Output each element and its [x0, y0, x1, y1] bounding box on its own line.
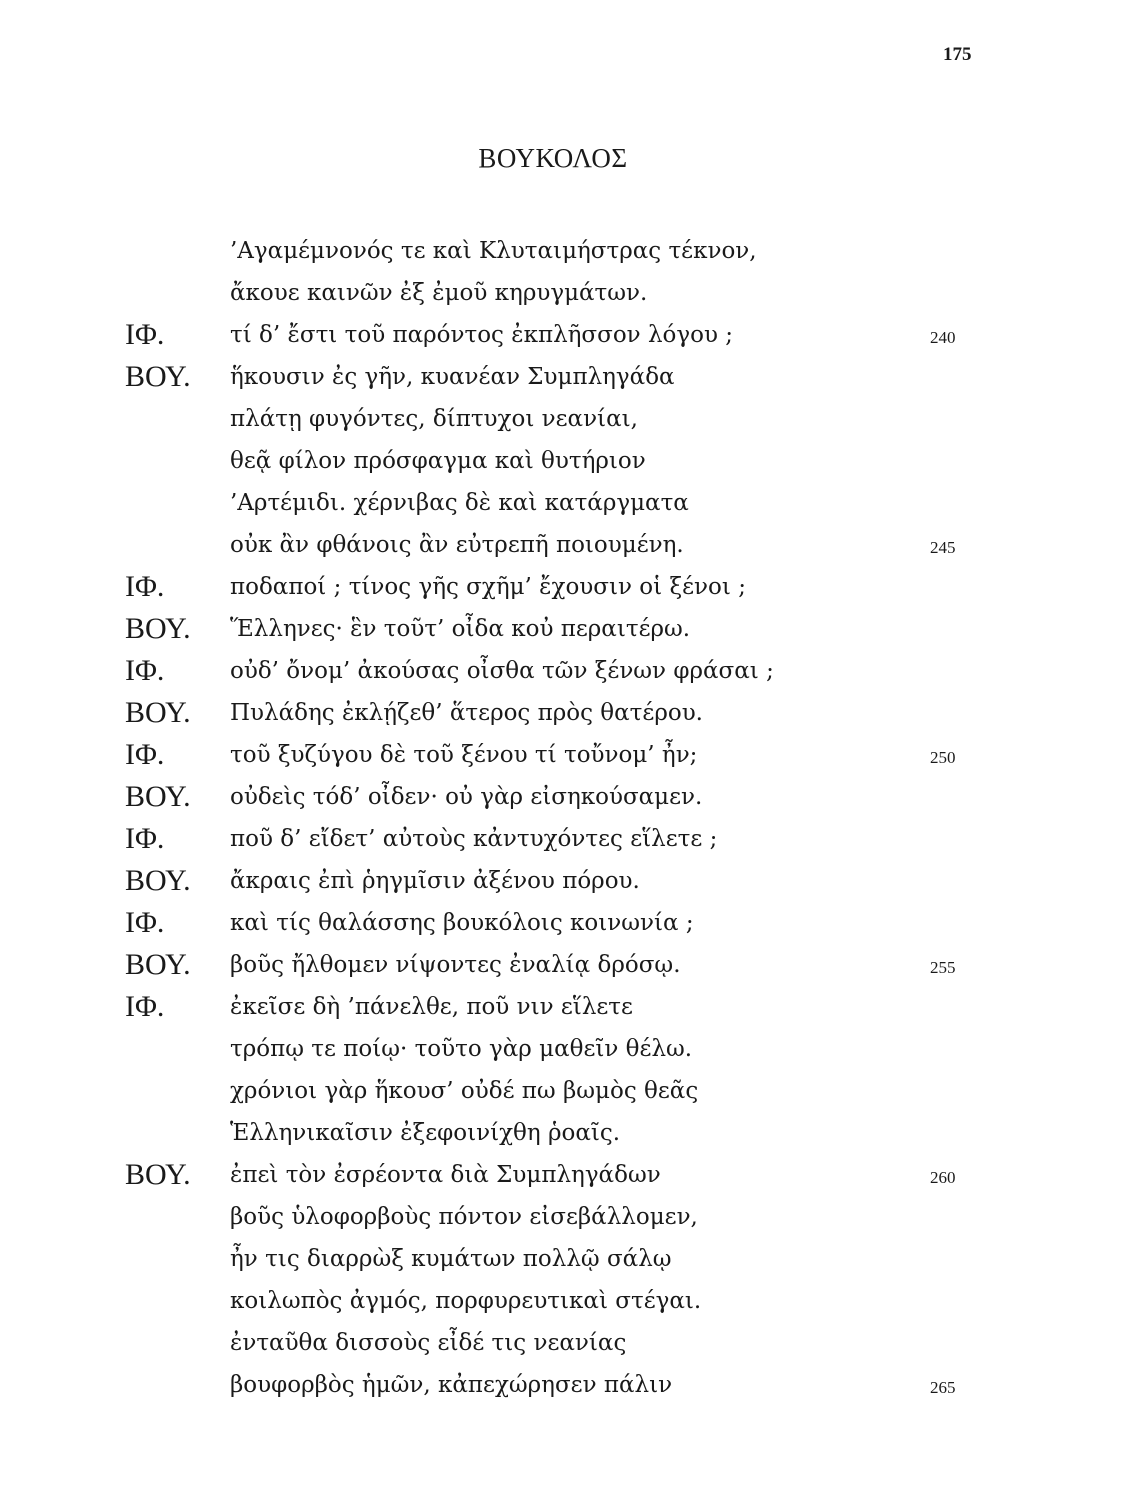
verse-text: οὐκ ἂν φθάνοις ἂν εὐτρεπῆ ποιουμένη. [230, 532, 684, 558]
line-number: 255 [930, 958, 956, 977]
verse-line [0, 1112, 1143, 1154]
verse-line [0, 1070, 1143, 1112]
line-number: 250 [930, 748, 956, 767]
verse-line [0, 734, 1143, 776]
speaker-label: ΙΦ. [125, 822, 165, 855]
verse-text: ἄκραις ἐπὶ ῥηγμῖσιν ἀξένου πόρου. [230, 868, 640, 894]
verse-text: Ἕλληνες· ἓν τοῦτ’ οἶδα κοὐ περαιτέρω. [230, 616, 691, 642]
verse-text: Ἑλληνικαῖσιν ἐξεφοινίχθη ῥοαῖς. [230, 1120, 621, 1146]
verse-line [0, 482, 1143, 524]
verse-line [0, 314, 1143, 356]
verse-lines [0, 230, 1143, 1406]
speaker-label: ΒΟΥ. [125, 1158, 191, 1191]
verse-text: θεᾷ φίλον πρόσφαγμα καὶ θυτήριον [230, 448, 646, 474]
verse-line [0, 944, 1143, 986]
verse-text: οὐδεὶς τόδ’ οἶδεν· οὐ γὰρ εἰσηκούσαμεν. [230, 784, 703, 810]
speaker-label: ΒΟΥ. [125, 864, 191, 897]
verse-line [0, 860, 1143, 902]
verse-line [0, 692, 1143, 734]
verse-text: πλάτῃ φυγόντες, δίπτυχοι νεανίαι, [230, 406, 638, 432]
verse-line [0, 1196, 1143, 1238]
verse-text: Πυλάδης ἐκλῄζεθ’ ἅτερος πρὸς θατέρου. [230, 700, 703, 726]
verse-line [0, 608, 1143, 650]
verse-line [0, 398, 1143, 440]
verse-text: ἥκουσιν ἐς γῆν, κυανέαν Συμπληγάδα [230, 364, 675, 390]
verse-line [0, 650, 1143, 692]
speaker-heading: ΒΟΥΚΟΛΟΣ [478, 143, 628, 173]
verse-text: ἦν τις διαρρὼξ κυμάτων πολλῷ σάλῳ [230, 1246, 672, 1272]
verse-text: ’Αγαμέμνονός τε καὶ Κλυταιμήστρας τέκνον, [230, 238, 757, 264]
verse-line [0, 1322, 1143, 1364]
verse-text: ἐνταῦθα δισσοὺς εἶδέ τις νεανίας [230, 1330, 627, 1356]
verse-text: βοῦς ὑλοφορβοὺς πόντον εἰσεβάλλομεν, [230, 1204, 698, 1230]
page-number: 175 [943, 44, 972, 65]
verse-line [0, 230, 1143, 272]
verse-line [0, 524, 1143, 566]
verse-line [0, 356, 1143, 398]
line-number: 240 [930, 328, 956, 347]
verse-text: βουφορβὸς ἡμῶν, κἀπεχώρησεν πάλιν [230, 1372, 673, 1398]
verse-text: ποδαποί ; τίνος γῆς σχῆμ’ ἔχουσιν οἱ ξένοι ; [230, 574, 746, 600]
speaker-label: ΙΦ. [125, 738, 165, 771]
verse-text: ’Αρτέμιδι. χέρνιβας δὲ καὶ κατάργματα [230, 490, 689, 516]
verse-text: ἐκεῖσε δὴ ’πάνελθε, ποῦ νιν εἵλετε [230, 994, 633, 1020]
verse-text: ποῦ δ’ εἴδετ’ αὐτοὺς κἀντυχόντες εἵλετε ; [230, 826, 718, 852]
line-number: 245 [930, 538, 956, 557]
speaker-label: ΒΟΥ. [125, 612, 191, 645]
verse-line [0, 986, 1143, 1028]
verse-text: ἄκουε καινῶν ἐξ ἐμοῦ κηρυγμάτων. [230, 280, 648, 306]
verse-line [0, 1364, 1143, 1406]
verse-text: χρόνιοι γὰρ ἥκουσ’ οὐδέ πω βωμὸς θεᾶς [230, 1078, 699, 1104]
speaker-label: ΙΦ. [125, 570, 165, 603]
speaker-label: ΒΟΥ. [125, 696, 191, 729]
verse-line [0, 1280, 1143, 1322]
speaker-label: ΒΟΥ. [125, 948, 191, 981]
speaker-label: ΙΦ. [125, 990, 165, 1023]
speaker-label: ΙΦ. [125, 906, 165, 939]
verse-text: τί δ’ ἔστι τοῦ παρόντος ἐκπλῆσσον λόγου ; [230, 322, 734, 348]
verse-text: ἐπεὶ τὸν ἐσρέοντα διὰ Συμπληγάδων [230, 1162, 661, 1188]
verse-text: τρόπῳ τε ποίῳ· τοῦτο γὰρ μαθεῖν θέλω. [230, 1036, 693, 1062]
verse-line [0, 1028, 1143, 1070]
speaker-label: ΒΟΥ. [125, 780, 191, 813]
verse-line [0, 902, 1143, 944]
verse-line [0, 440, 1143, 482]
verse-line [0, 566, 1143, 608]
speaker-label: ΒΟΥ. [125, 360, 191, 393]
verse-text: βοῦς ἤλθομεν νίψοντες ἐναλίᾳ δρόσῳ. [230, 952, 681, 978]
verse-line [0, 272, 1143, 314]
verse-text: τοῦ ξυζύγου δὲ τοῦ ξένου τί τοὔνομ’ ἦν; [230, 742, 698, 768]
line-number: 265 [930, 1378, 956, 1397]
verse-line [0, 776, 1143, 818]
speaker-label: ΙΦ. [125, 654, 165, 687]
verse-line [0, 818, 1143, 860]
speaker-label: ΙΦ. [125, 318, 165, 351]
line-number: 260 [930, 1168, 956, 1187]
verse-line [0, 1238, 1143, 1280]
verse-text: καὶ τίς θαλάσσης βουκόλοις κοινωνία ; [230, 910, 694, 936]
verse-line [0, 1154, 1143, 1196]
verse-text: οὐδ’ ὄνομ’ ἀκούσας οἶσθα τῶν ξένων φράσαι ; [230, 658, 774, 684]
verse-text: κοιλωπὸς ἀγμός, πορφυρευτικαὶ στέγαι. [230, 1288, 702, 1314]
